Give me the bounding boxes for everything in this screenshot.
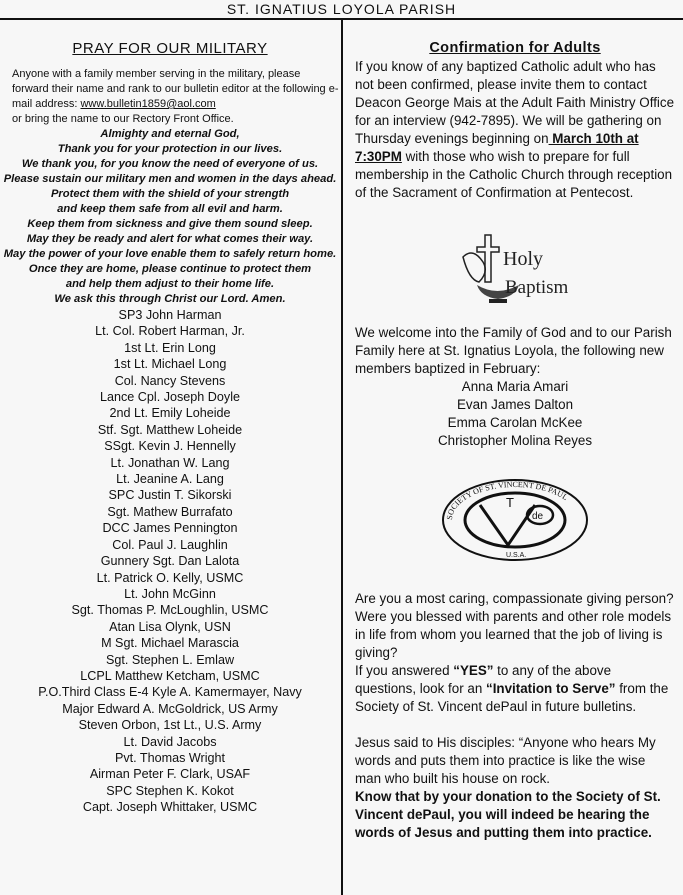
list-item: and keep them safe from all evil and harm. [57,203,283,215]
svdp-p2b: to any of the above questions, look for an [355,663,612,696]
list-item: Stf. Sgt. Matthew Loheide [97,422,243,437]
list-item: SP3 John Harman [118,308,222,322]
confirmation-text [355,58,675,202]
svdp-p2c: from the Society of St. Vincent dePaul in future bulletins. [355,681,669,714]
list-item: Major Edward A. McGoldrick, US Army [62,701,278,716]
list-item: Lance Cpl. Joseph Doyle [99,390,240,405]
list-item: Pvt. Thomas Wright [114,750,226,765]
list-item: Steven Orbon, 1st Lt., U.S. Army [78,718,262,733]
military-title: PRAY FOR OUR MILITARY [72,40,268,57]
list-item: Sgt. Mathew Burrafato [107,504,233,519]
svdp-p1: Are you a most caring, compassionate giving person? Were you blessed with parents and other role models in life from whom you learned that the job of living is giving? [355,591,674,660]
list-item: M Sgt. Michael Marascia [101,636,239,651]
list-item: Keep them from sickness and give them sound sleep. [27,218,313,230]
logo-baptism: Baptism [505,277,569,298]
email-link[interactable]: www.bulletin1859@aol.com [80,98,216,110]
confirmation-date: March 10th at 7:30PM [355,131,639,164]
page-header: ST. IGNATIUS LOYOLA PARISH [0,0,683,20]
list-item: Thank you for your protection in our lives. [57,143,283,155]
list-item: DCC James Pennington [102,521,238,536]
list-item: Lt. Jonathan W. Lang [110,455,230,470]
column-divider [341,20,343,895]
intro-text: Anyone with a family member serving in the military, please forward their name and rank to our bulletin editor at the following e-mail address: [12,68,339,110]
list-item: 1st Lt. Michael Long [113,357,227,372]
svdp-yes: “YES” [453,663,494,678]
svdp-de: de [532,511,544,522]
intro-end: or bring the name to our Rectory Front Office. [12,113,234,125]
svdp-usa: U.S.A. [506,552,527,559]
list-item: We thank you, for you know the need of everyone of us. [21,158,319,170]
svdp-p3-bold: Know that by your donation to the Society of St. Vincent dePaul, you will indeed be hearing the words of Jesus and putting them into practice. [355,789,661,840]
list-item: Christopher Molina Reyes [437,433,593,448]
list-item: Once they are home, please continue to protect them [28,263,312,275]
list-item: Anna Maria Amari [461,379,569,394]
svdp-p3: Jesus said to His disciples: “Anyone who hears My words and puts them into practice is like the wise man who built his house on rock. [355,735,656,786]
list-item: Almighty and eternal God, [100,128,240,140]
list-item: Evan James Dalton [456,397,574,412]
list-item: Sgt. Stephen L. Emlaw [105,652,235,667]
list-item: Col. Paul J. Laughlin [112,537,228,552]
list-item: 1st Lt. Erin Long [124,340,216,355]
list-item: P.O.Third Class E-4 Kyle A. Kamermayer, Navy [38,685,302,700]
svdp-ring-text: SOCIETY OF ST. VINCENT DE PAUL [444,479,570,521]
list-item: Lt. John McGinn [124,586,216,601]
list-item: 2nd Lt. Emily Loheide [109,406,231,421]
confirmation-text-2: with those who wish to prepare for full membership in the Catholic Church through reception of the Sacrament of Confirmation at Pentecost. [355,149,673,200]
list-item: Emma Carolan McKee [447,415,583,430]
svdp-invite: “Invitation to Serve” [486,681,616,696]
list-item: SSgt. Kevin J. Hennelly [104,439,236,454]
confirmation-text-1: If you know of any baptized Catholic adult who has not been confirmed, please invite them to contact Deacon George Mais at the Adult Faith Ministry Office for an interview (942-7895). We will be gathering on Thursday evenings beginning on [355,59,675,146]
baptism-names [355,378,675,450]
svdp-p2a: If you answered [355,663,454,678]
list-item: Gunnery Sgt. Dan Lalota [100,554,240,569]
holy-baptism-logo [355,212,675,322]
list-item: We ask this through Christ our Lord. Amen. [54,293,286,305]
list-item: Lt. Jeanine A. Lang [116,472,224,487]
list-item: Lt. Col. Robert Harman, Jr. [95,324,245,339]
list-item: Capt. Joseph Whittaker, USMC [82,800,258,815]
list-item: Protect them with the shield of your strength [50,188,290,200]
military-section [0,40,340,816]
svdp-text [355,590,675,842]
military-prayer [0,127,340,307]
list-item: Airman Peter F. Clark, USAF [89,767,251,782]
list-item: SPC Stephen K. Kokot [106,783,234,798]
list-item: Col. Nancy Stevens [114,373,226,388]
list-item: May they be ready and alert for what comes their way. [26,233,314,245]
right-column [355,40,675,842]
svg-text:T: T [506,495,514,510]
list-item: Please sustain our military men and women in the days ahead. [3,173,337,185]
list-item: and help them adjust to their home life. [65,278,275,290]
list-item: Lt. David Jacobs [123,734,217,749]
svdp-p2 [355,662,675,716]
list-item: May the power of your love enable them to safely return home. [3,248,337,260]
baptism-intro: We welcome into the Family of God and to our Parish Family here at St. Ignatius Loyola, the following new members baptized in February: [355,325,672,376]
svdp-logo [355,450,675,590]
list-item: SPC Justin T. Sikorski [108,488,232,503]
list-item: Atan Lisa Olynk, USN [109,619,231,634]
logo-holy: Holy [503,248,543,270]
list-item: LCPL Matthew Ketcham, USMC [80,668,260,683]
military-intro [0,67,340,127]
confirmation-title: Confirmation for Adults [429,40,601,56]
list-item: Lt. Patrick O. Kelly, USMC [96,570,244,585]
list-item: Sgt. Thomas P. McLoughlin, USMC [71,603,269,618]
military-names [0,307,340,816]
